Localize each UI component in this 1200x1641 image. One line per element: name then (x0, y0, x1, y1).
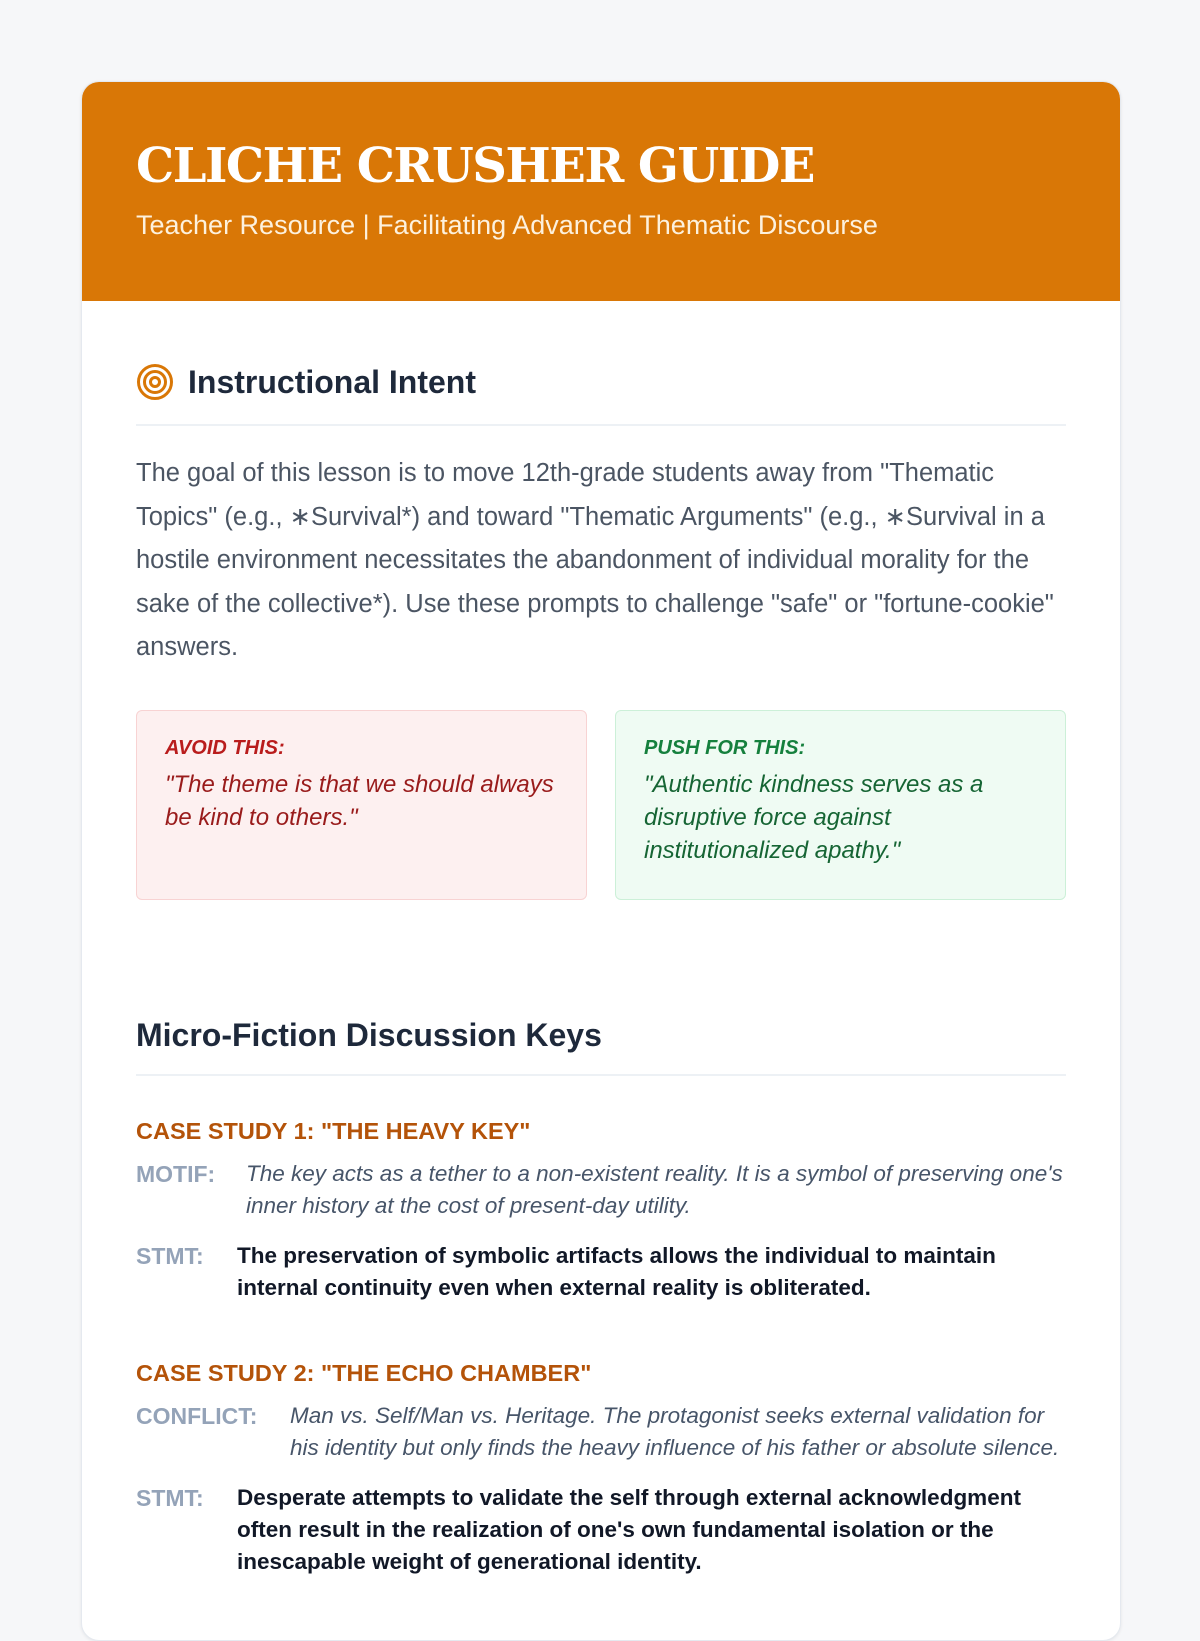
discussion-keys-header (136, 1008, 1066, 1076)
comparison-boxes (136, 710, 1066, 900)
discussion-keys-title: Micro-Fiction Discussion Keys (136, 1017, 602, 1053)
conflict-text: Man vs. Self/Man vs. Heritage. The protagonist seeks external validation for his identity but only finds the heavy influence of his father or absolute silence. (290, 1402, 1060, 1460)
case-study-title: CASE STUDY 2: "THE ECHO CHAMBER" (136, 1359, 592, 1386)
motif-row (136, 1158, 1066, 1222)
case-study-title: CASE STUDY 1: "THE HEAVY KEY" (136, 1117, 531, 1144)
motif-label: MOTIF: (136, 1160, 216, 1187)
conflict-row (136, 1400, 1066, 1464)
target-icon (136, 363, 174, 401)
page-subtitle: Teacher Resource | Facilitating Advanced Thematic Discourse (136, 210, 878, 240)
guide-card (81, 81, 1121, 1641)
statement-row (136, 1240, 1066, 1304)
push-label: PUSH FOR THIS: (644, 736, 806, 759)
case-study-1 (136, 1116, 1066, 1304)
statement-text: Desperate attempts to validate the self through external acknowledgment often result in the realization of one's own fundamental isolation or the inescapable weight of generational identity. (237, 1484, 1021, 1574)
instructional-intent-header (136, 356, 1066, 426)
push-quote: "Authentic kindness serves as a disruptive force against institutionalized apathy." (644, 770, 984, 864)
guide-header (82, 82, 1120, 301)
statement-text: The preservation of symbolic artifacts allows the individual to maintain internal continuity even when external reality is obliterated. (237, 1242, 996, 1300)
case-study-2 (136, 1358, 1066, 1578)
avoid-quote: "The theme is that we should always be kind to others." (165, 770, 554, 831)
page-title: CLICHE CRUSHER GUIDE (136, 138, 814, 194)
statement-label: STMT: (136, 1484, 204, 1511)
avoid-label: AVOID THIS: (165, 736, 285, 759)
motif-text: The key acts as a tether to a non-existent reality. It is a symbol of preserving one's inner history at the cost of present-day utility. (246, 1160, 1063, 1218)
intent-paragraph: The goal of this lesson is to move 12th-grade students away from "Thematic Topics" (e.g., ∗Survival*) and toward "Thematic Arguments" (e.g., ∗Survival in a hostile environment necessitates the abandonment of individual morality for the sake of the collective*). Use these prompts to challenge "safe" or "fortune-cookie" answers. (136, 459, 1054, 661)
guide-content (82, 356, 1120, 1578)
push-box (615, 710, 1066, 900)
conflict-label: CONFLICT: (136, 1402, 258, 1429)
statement-row (136, 1482, 1066, 1578)
avoid-box (136, 710, 587, 900)
instructional-intent-title: Instructional Intent (188, 363, 476, 400)
statement-label: STMT: (136, 1242, 204, 1269)
